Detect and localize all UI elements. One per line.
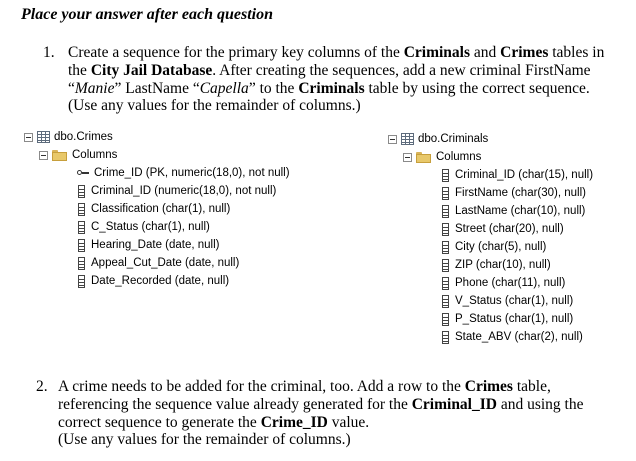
tree-node-column[interactable] [442, 166, 593, 184]
folder-icon [52, 150, 67, 161]
text-line [68, 62, 604, 80]
text-run: . After creating the sequences, add a new criminal FirstName [212, 61, 591, 79]
text-line [58, 414, 584, 432]
italic-term: Capella [199, 79, 249, 97]
question-2-text [58, 378, 584, 449]
collapse-toggle-icon[interactable] [24, 133, 33, 142]
tree-node-table[interactable] [24, 128, 113, 146]
tree-node-column[interactable] [78, 182, 276, 200]
text-run: table, [512, 378, 551, 395]
column-icon [78, 221, 85, 234]
tree-node-column[interactable] [442, 184, 586, 202]
tree-node-columns-folder[interactable] [403, 148, 481, 166]
folder-label: Columns [72, 149, 118, 161]
tree-node-column[interactable] [442, 202, 585, 220]
question-1-text [68, 44, 604, 115]
table-icon [401, 133, 414, 145]
column-label: Crime_ID (PK, numeric(18,0), not null) [94, 167, 290, 179]
column-icon [442, 223, 449, 236]
column-icon [442, 187, 449, 200]
text-line [58, 431, 584, 449]
column-label: FirstName (char(30), null) [455, 187, 586, 199]
column-icon [78, 203, 85, 216]
tree-node-column[interactable] [442, 220, 564, 238]
column-label: City (char(5), null) [455, 241, 547, 253]
text-run: table by using the correct sequence. [364, 79, 590, 97]
collapse-toggle-icon[interactable] [388, 135, 397, 144]
column-icon [78, 239, 85, 252]
text-run: (Use any values for the remainder of columns.) [68, 97, 361, 115]
column-icon [442, 331, 449, 344]
column-icon [78, 275, 85, 288]
tree-node-column[interactable] [78, 218, 210, 236]
text-run: and using the [496, 395, 584, 413]
tree-node-column[interactable] [442, 274, 565, 292]
column-label: Criminal_ID (numeric(18,0), not null) [91, 185, 277, 197]
bold-term: Criminal_ID [411, 395, 497, 413]
table-name: dbo.Criminals [418, 133, 489, 145]
tree-node-column[interactable] [78, 200, 230, 218]
column-icon [442, 241, 449, 254]
bold-term: Criminals [298, 79, 365, 97]
column-icon [442, 205, 449, 218]
text-line [68, 44, 604, 62]
italic-term: Manie [74, 79, 115, 97]
column-label: Street (char(20), null) [455, 223, 564, 235]
folder-label: Columns [436, 151, 482, 163]
text-run: A crime needs to be added for the criminal, too. Add a row to the [58, 378, 465, 395]
tree-node-column[interactable] [78, 236, 220, 254]
question-1-number: 1. [43, 44, 55, 61]
text-run: tables in [548, 44, 605, 61]
collapse-toggle-icon[interactable] [403, 153, 412, 162]
text-run: referencing the sequence value already generated for the [58, 395, 412, 413]
primary-key-icon [77, 169, 90, 177]
column-icon [442, 295, 449, 308]
text-run: (Use any values for the remainder of columns.) [58, 431, 351, 449]
column-label: Date_Recorded (date, null) [91, 275, 230, 287]
text-run: correct sequence to generate the [58, 413, 261, 431]
column-label: State_ABV (char(2), null) [455, 331, 583, 343]
question-2-number: 2. [36, 378, 48, 395]
bold-term: Crimes [464, 378, 513, 395]
tree-node-column[interactable] [442, 310, 573, 328]
column-label: Classification (char(1), null) [91, 203, 231, 215]
column-icon [78, 185, 85, 198]
column-label: Phone (char(11), null) [455, 277, 566, 289]
page-heading: Place your answer after each question [21, 6, 273, 23]
column-icon [442, 259, 449, 272]
text-run: the [68, 61, 91, 79]
column-icon [442, 169, 449, 182]
tree-node-column[interactable] [77, 164, 290, 182]
column-label: Hearing_Date (date, null) [91, 239, 220, 251]
folder-icon [416, 152, 431, 163]
tree-node-columns-folder[interactable] [39, 146, 117, 164]
table-name: dbo.Crimes [54, 131, 113, 143]
column-label: C_Status (char(1), null) [91, 221, 210, 233]
table-icon [37, 131, 50, 143]
text-line [58, 378, 584, 396]
tree-node-table[interactable] [388, 130, 488, 148]
column-icon [442, 277, 449, 290]
tree-node-column[interactable] [78, 254, 239, 272]
text-run: value. [327, 413, 370, 431]
text-run: ” LastName “ [114, 79, 200, 97]
column-label: Criminal_ID (char(15), null) [455, 169, 594, 181]
tree-node-column[interactable] [442, 292, 573, 310]
column-label: P_Status (char(1), null) [455, 313, 574, 325]
text-run: Create a sequence for the primary key columns of the [68, 44, 404, 61]
column-label: Appeal_Cut_Date (date, null) [91, 257, 240, 269]
bold-term: Criminals [403, 44, 471, 61]
bold-term: City Jail Database [90, 61, 213, 79]
tree-node-column[interactable] [442, 256, 551, 274]
column-icon [78, 257, 85, 270]
bold-term: Crime_ID [260, 413, 328, 431]
column-icon [442, 313, 449, 326]
text-line [58, 396, 584, 414]
text-line [68, 97, 604, 115]
bold-term: Crimes [500, 44, 549, 61]
column-label: LastName (char(10), null) [455, 205, 586, 217]
text-line [68, 80, 604, 98]
tree-node-column[interactable] [78, 272, 229, 290]
text-run: “ [68, 79, 75, 97]
column-label: V_Status (char(1), null) [455, 295, 574, 307]
collapse-toggle-icon[interactable] [39, 151, 48, 160]
tree-node-column[interactable] [442, 328, 583, 346]
column-label: ZIP (char(10), null) [455, 259, 551, 271]
text-run: ” to the [248, 79, 299, 97]
tree-node-column[interactable] [442, 238, 546, 256]
text-run: and [470, 44, 501, 61]
